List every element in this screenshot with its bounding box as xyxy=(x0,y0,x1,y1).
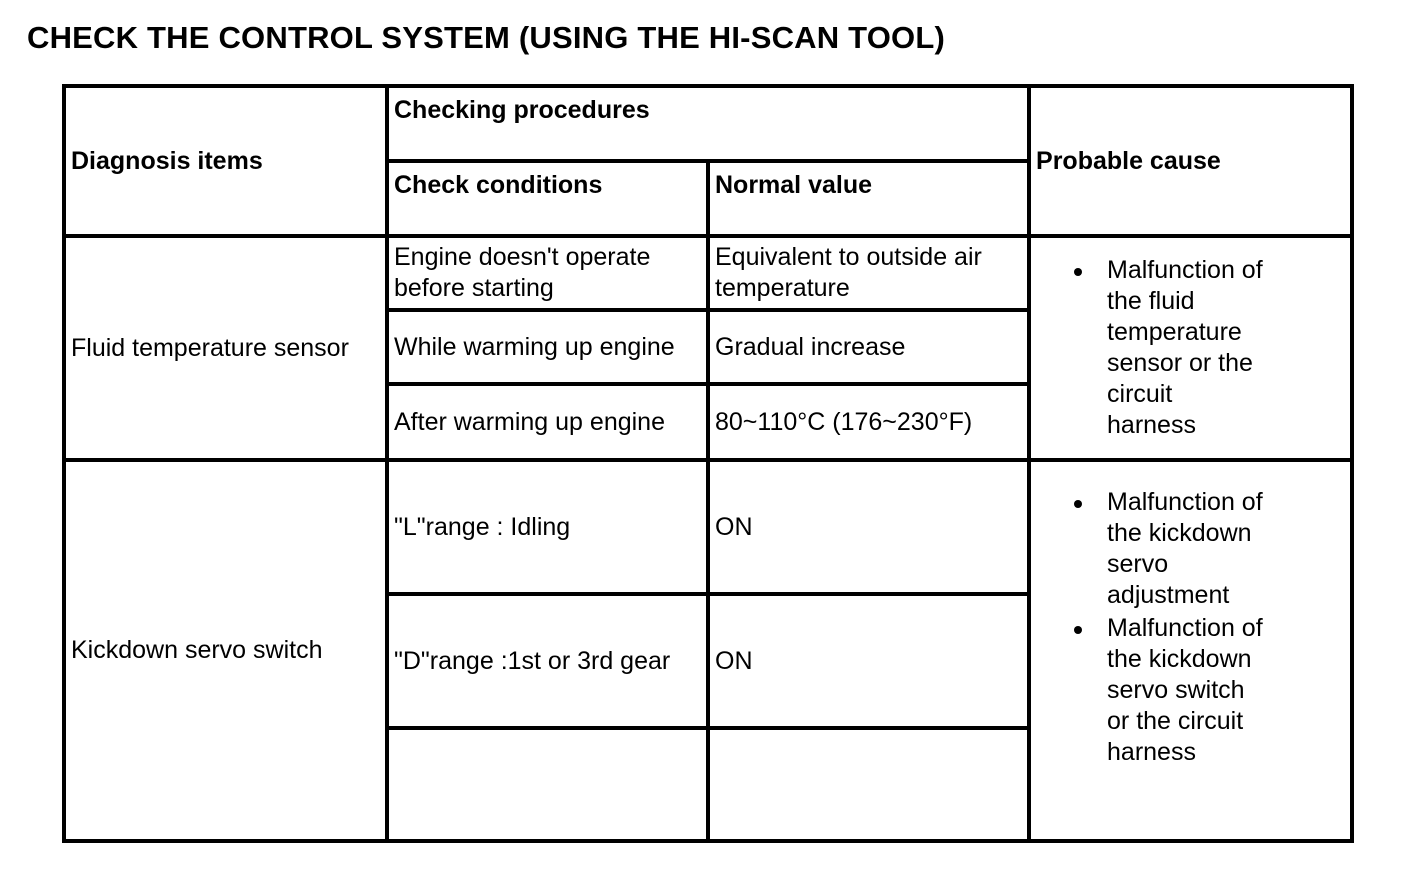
diagnosis-table xyxy=(62,84,1354,843)
check-condition-cell: "D"range :1st or 3rd gear xyxy=(387,594,708,728)
check-condition-cell: After warming up engine xyxy=(387,384,708,460)
cause-text: Malfunction of the kickdown servo adjustment xyxy=(1107,488,1263,609)
cause-item xyxy=(1107,487,1267,611)
header-row-1 xyxy=(64,86,1352,161)
bullet-icon xyxy=(1074,500,1082,508)
page-title: CHECK THE CONTROL SYSTEM (USING THE HI-SCAN TOOL) xyxy=(27,20,946,55)
check-condition-cell: Engine doesn't operate before starting xyxy=(387,236,708,310)
cause-text: Malfunction of the kickdown servo switch or the circuit harness xyxy=(1107,614,1263,766)
normal-value-cell: ON xyxy=(708,594,1029,728)
probable-cause-cell xyxy=(1029,460,1352,841)
diagnosis-item-cell: Fluid temperature sensor xyxy=(64,236,387,460)
cause-text: Malfunction of the fluid temperature sensor or the circuit harness xyxy=(1107,256,1263,439)
bullet-icon xyxy=(1074,268,1082,276)
header-check-conditions: Check conditions xyxy=(387,161,708,236)
cause-item xyxy=(1107,613,1267,768)
check-condition-cell xyxy=(387,728,708,841)
normal-value-cell: ON xyxy=(708,460,1029,594)
normal-value-cell: Equivalent to outside air temperature xyxy=(708,236,1029,310)
header-probable-cause: Probable cause xyxy=(1029,86,1352,236)
check-condition-cell: "L"range : Idling xyxy=(387,460,708,594)
diagnosis-item-cell: Kickdown servo switch xyxy=(64,460,387,841)
normal-value-cell: 80~110°C (176~230°F) xyxy=(708,384,1029,460)
table-row xyxy=(64,236,1352,310)
normal-value-cell xyxy=(708,728,1029,841)
check-condition-cell: While warming up engine xyxy=(387,310,708,384)
header-checking-procedures: Checking procedures xyxy=(387,86,1029,161)
header-diagnosis-items: Diagnosis items xyxy=(64,86,387,236)
cause-list xyxy=(1036,487,1346,768)
normal-value-cell: Gradual increase xyxy=(708,310,1029,384)
cause-item xyxy=(1107,255,1267,441)
probable-cause-cell xyxy=(1029,236,1352,460)
table-row xyxy=(64,460,1352,594)
cause-list xyxy=(1036,255,1346,441)
bullet-icon xyxy=(1074,626,1082,634)
header-normal-value: Normal value xyxy=(708,161,1029,236)
